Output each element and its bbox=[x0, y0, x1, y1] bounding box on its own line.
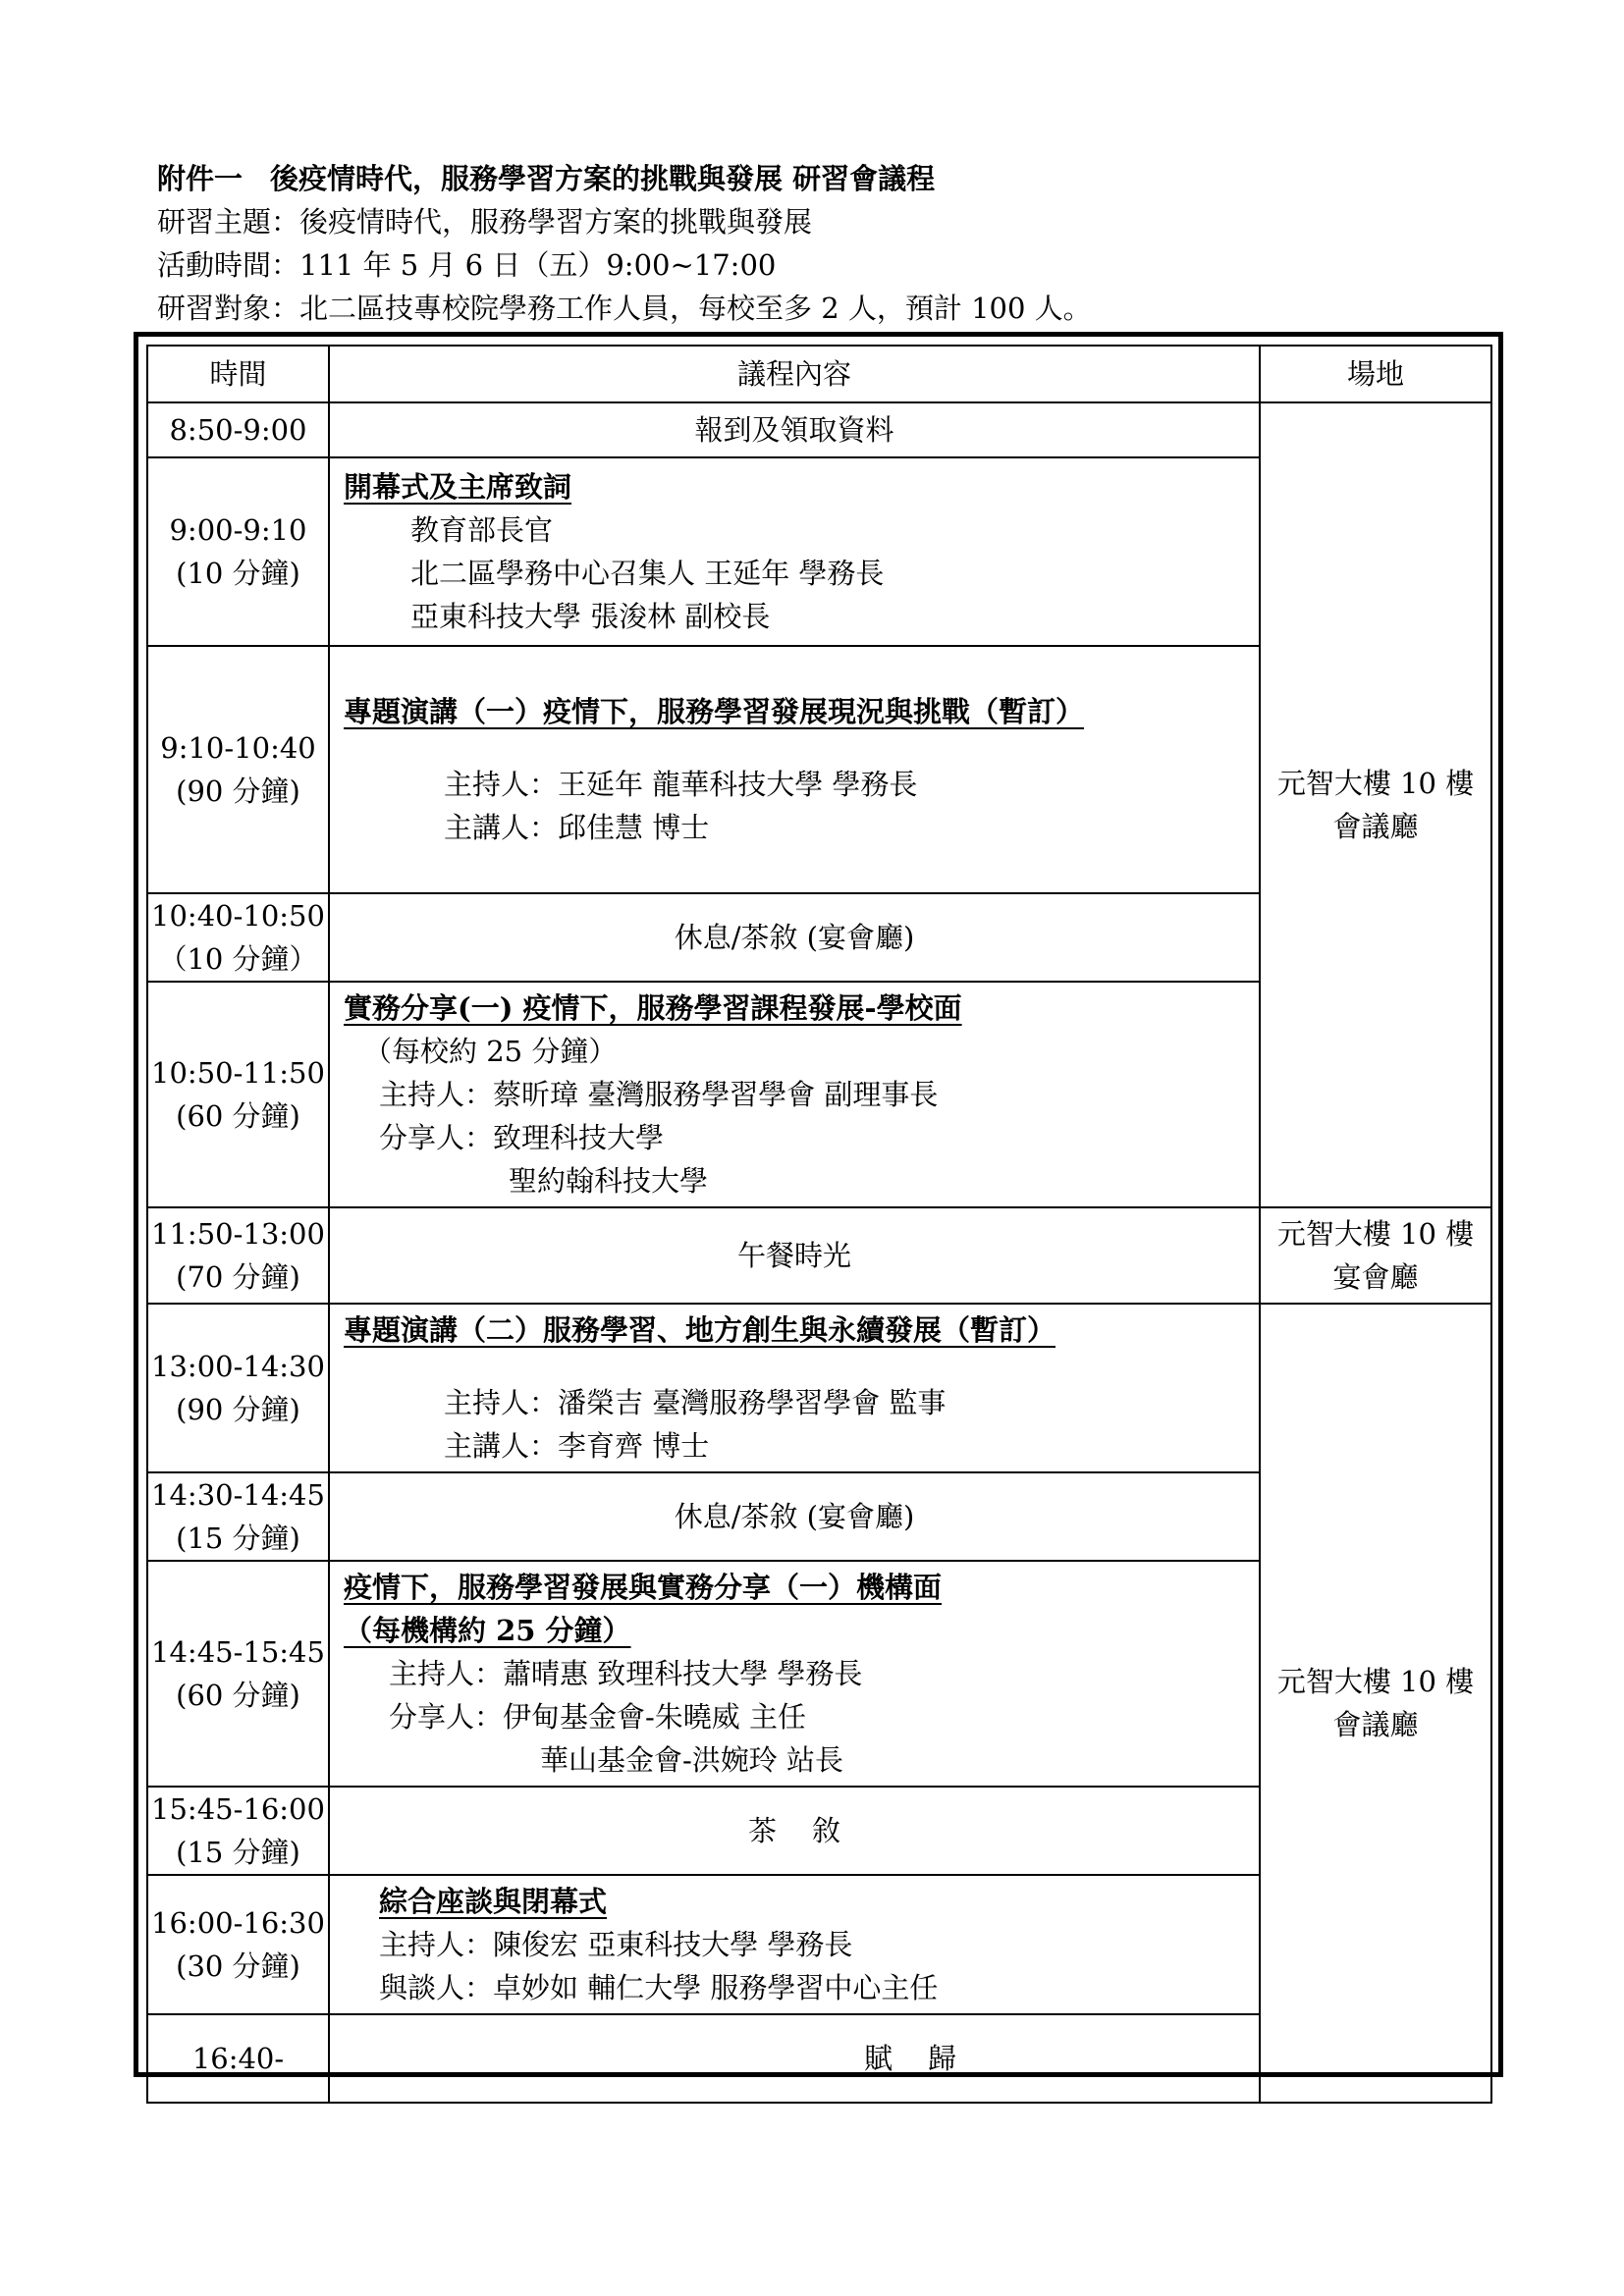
content-cell: 茶敘 bbox=[329, 1787, 1260, 1875]
theme-line: 研習主題：後疫情時代，服務學習方案的挑戰與發展 bbox=[157, 205, 813, 239]
time-cell: 14:30-14:45 (15 分鐘) bbox=[147, 1472, 329, 1561]
time-line: 活動時間：111 年 5 月 6 日（五）9:00~17:00 bbox=[157, 248, 777, 282]
time-cell: 13:00-14:30 (90 分鐘) bbox=[147, 1304, 329, 1472]
content-cell: 綜合座談與閉幕式 主持人：陳俊宏 亞東科技大學 學務長 與談人：卓妙如 輔仁大學 服務學習中心主任 bbox=[329, 1875, 1260, 2014]
venue-cell-main: 元智大樓 10 樓 會議廳 bbox=[1260, 402, 1491, 1207]
time-cell: 11:50-13:00 (70 分鐘) bbox=[147, 1207, 329, 1304]
agenda-table bbox=[146, 345, 1492, 2104]
time-cell: 16:40- bbox=[147, 2014, 329, 2103]
venue-cell-main-afternoon: 元智大樓 10 樓 會議廳 bbox=[1260, 1304, 1491, 2103]
session-heading: 專題演講（二）服務學習、地方創生與永續發展（暫訂） bbox=[344, 1313, 1056, 1347]
attachment-label: 附件一 bbox=[157, 162, 244, 195]
document-header bbox=[157, 157, 1502, 330]
time-cell: 16:00-16:30 (30 分鐘) bbox=[147, 1875, 329, 2014]
header-venue: 場地 bbox=[1260, 346, 1491, 402]
table-header-row bbox=[147, 346, 1491, 402]
content-cell: 開幕式及主席致詞 教育部長官 北二區學務中心召集人 王延年 學務長 亞東科技大學 張浚林 副校長 bbox=[329, 457, 1260, 646]
header-content: 議程內容 bbox=[329, 346, 1260, 402]
venue-cell-lunch: 元智大樓 10 樓 宴會廳 bbox=[1260, 1207, 1491, 1304]
time-cell: 14:45-15:45 (60 分鐘) bbox=[147, 1561, 329, 1787]
session-heading: 專題演講（一）疫情下，服務學習發展現況與挑戰（暫訂） bbox=[344, 695, 1085, 728]
session-heading: 開幕式及主席致詞 bbox=[344, 470, 572, 504]
header-time: 時間 bbox=[147, 346, 329, 402]
table-row bbox=[147, 1207, 1491, 1304]
session-heading: 實務分享(一) 疫情下，服務學習課程發展-學校面 bbox=[344, 991, 962, 1025]
title-text: 後疫情時代，服務學習方案的挑戰與發展 研習會議程 bbox=[270, 162, 936, 195]
time-cell: 8:50-9:00 bbox=[147, 402, 329, 457]
content-cell: 專題演講（一）疫情下，服務學習發展現況與挑戰（暫訂） 主持人：王延年 龍華科技大學 學務長 主講人：邱佳慧 博士 bbox=[329, 646, 1260, 893]
session-heading-note: （每機構約 25 分鐘） bbox=[344, 1614, 631, 1647]
table-row bbox=[147, 2014, 1491, 2103]
time-cell: 10:50-11:50 (60 分鐘) bbox=[147, 982, 329, 1207]
time-cell: 9:00-9:10 (10 分鐘) bbox=[147, 457, 329, 646]
content-cell: 休息/茶敘 (宴會廳) bbox=[329, 893, 1260, 982]
session-heading: 綜合座談與閉幕式 bbox=[379, 1885, 608, 1918]
content-cell: 專題演講（二）服務學習、地方創生與永續發展（暫訂） 主持人：潘榮吉 臺灣服務學習學會 監事 主講人：李育齊 博士 bbox=[329, 1304, 1260, 1472]
content-cell: 實務分享(一) 疫情下，服務學習課程發展-學校面 （每校約 25 分鐘） 主持人：蔡昕璋 臺灣服務學習學會 副理事長 分享人：致理科技大學 聖約翰科技大學 bbox=[329, 982, 1260, 1207]
agenda-table-frame bbox=[134, 332, 1503, 2077]
content-cell: 午餐時光 bbox=[329, 1207, 1260, 1304]
document-title bbox=[157, 157, 1502, 200]
time-cell: 9:10-10:40 (90 分鐘) bbox=[147, 646, 329, 893]
table-row bbox=[147, 1304, 1491, 1472]
content-cell: 賦歸 bbox=[329, 2014, 1491, 2103]
audience-line: 研習對象：北二區技專校院學務工作人員，每校至多 2 人，預計 100 人。 bbox=[157, 292, 1092, 325]
content-cell: 報到及領取資料 bbox=[329, 402, 1260, 457]
time-cell: 10:40-10:50 （10 分鐘） bbox=[147, 893, 329, 982]
table-row bbox=[147, 402, 1491, 457]
content-cell: 疫情下，服務學習發展與實務分享（一）機構面 （每機構約 25 分鐘） 主持人：蕭晴惠 致理科技大學 學務長 分享人：伊甸基金會-朱曉威 主任 華山基金會-洪婉玲 站長 bbox=[329, 1561, 1260, 1787]
time-cell: 15:45-16:00 (15 分鐘) bbox=[147, 1787, 329, 1875]
session-heading: 疫情下，服務學習發展與實務分享（一）機構面 bbox=[344, 1571, 943, 1604]
content-cell: 休息/茶敘 (宴會廳) bbox=[329, 1472, 1260, 1561]
